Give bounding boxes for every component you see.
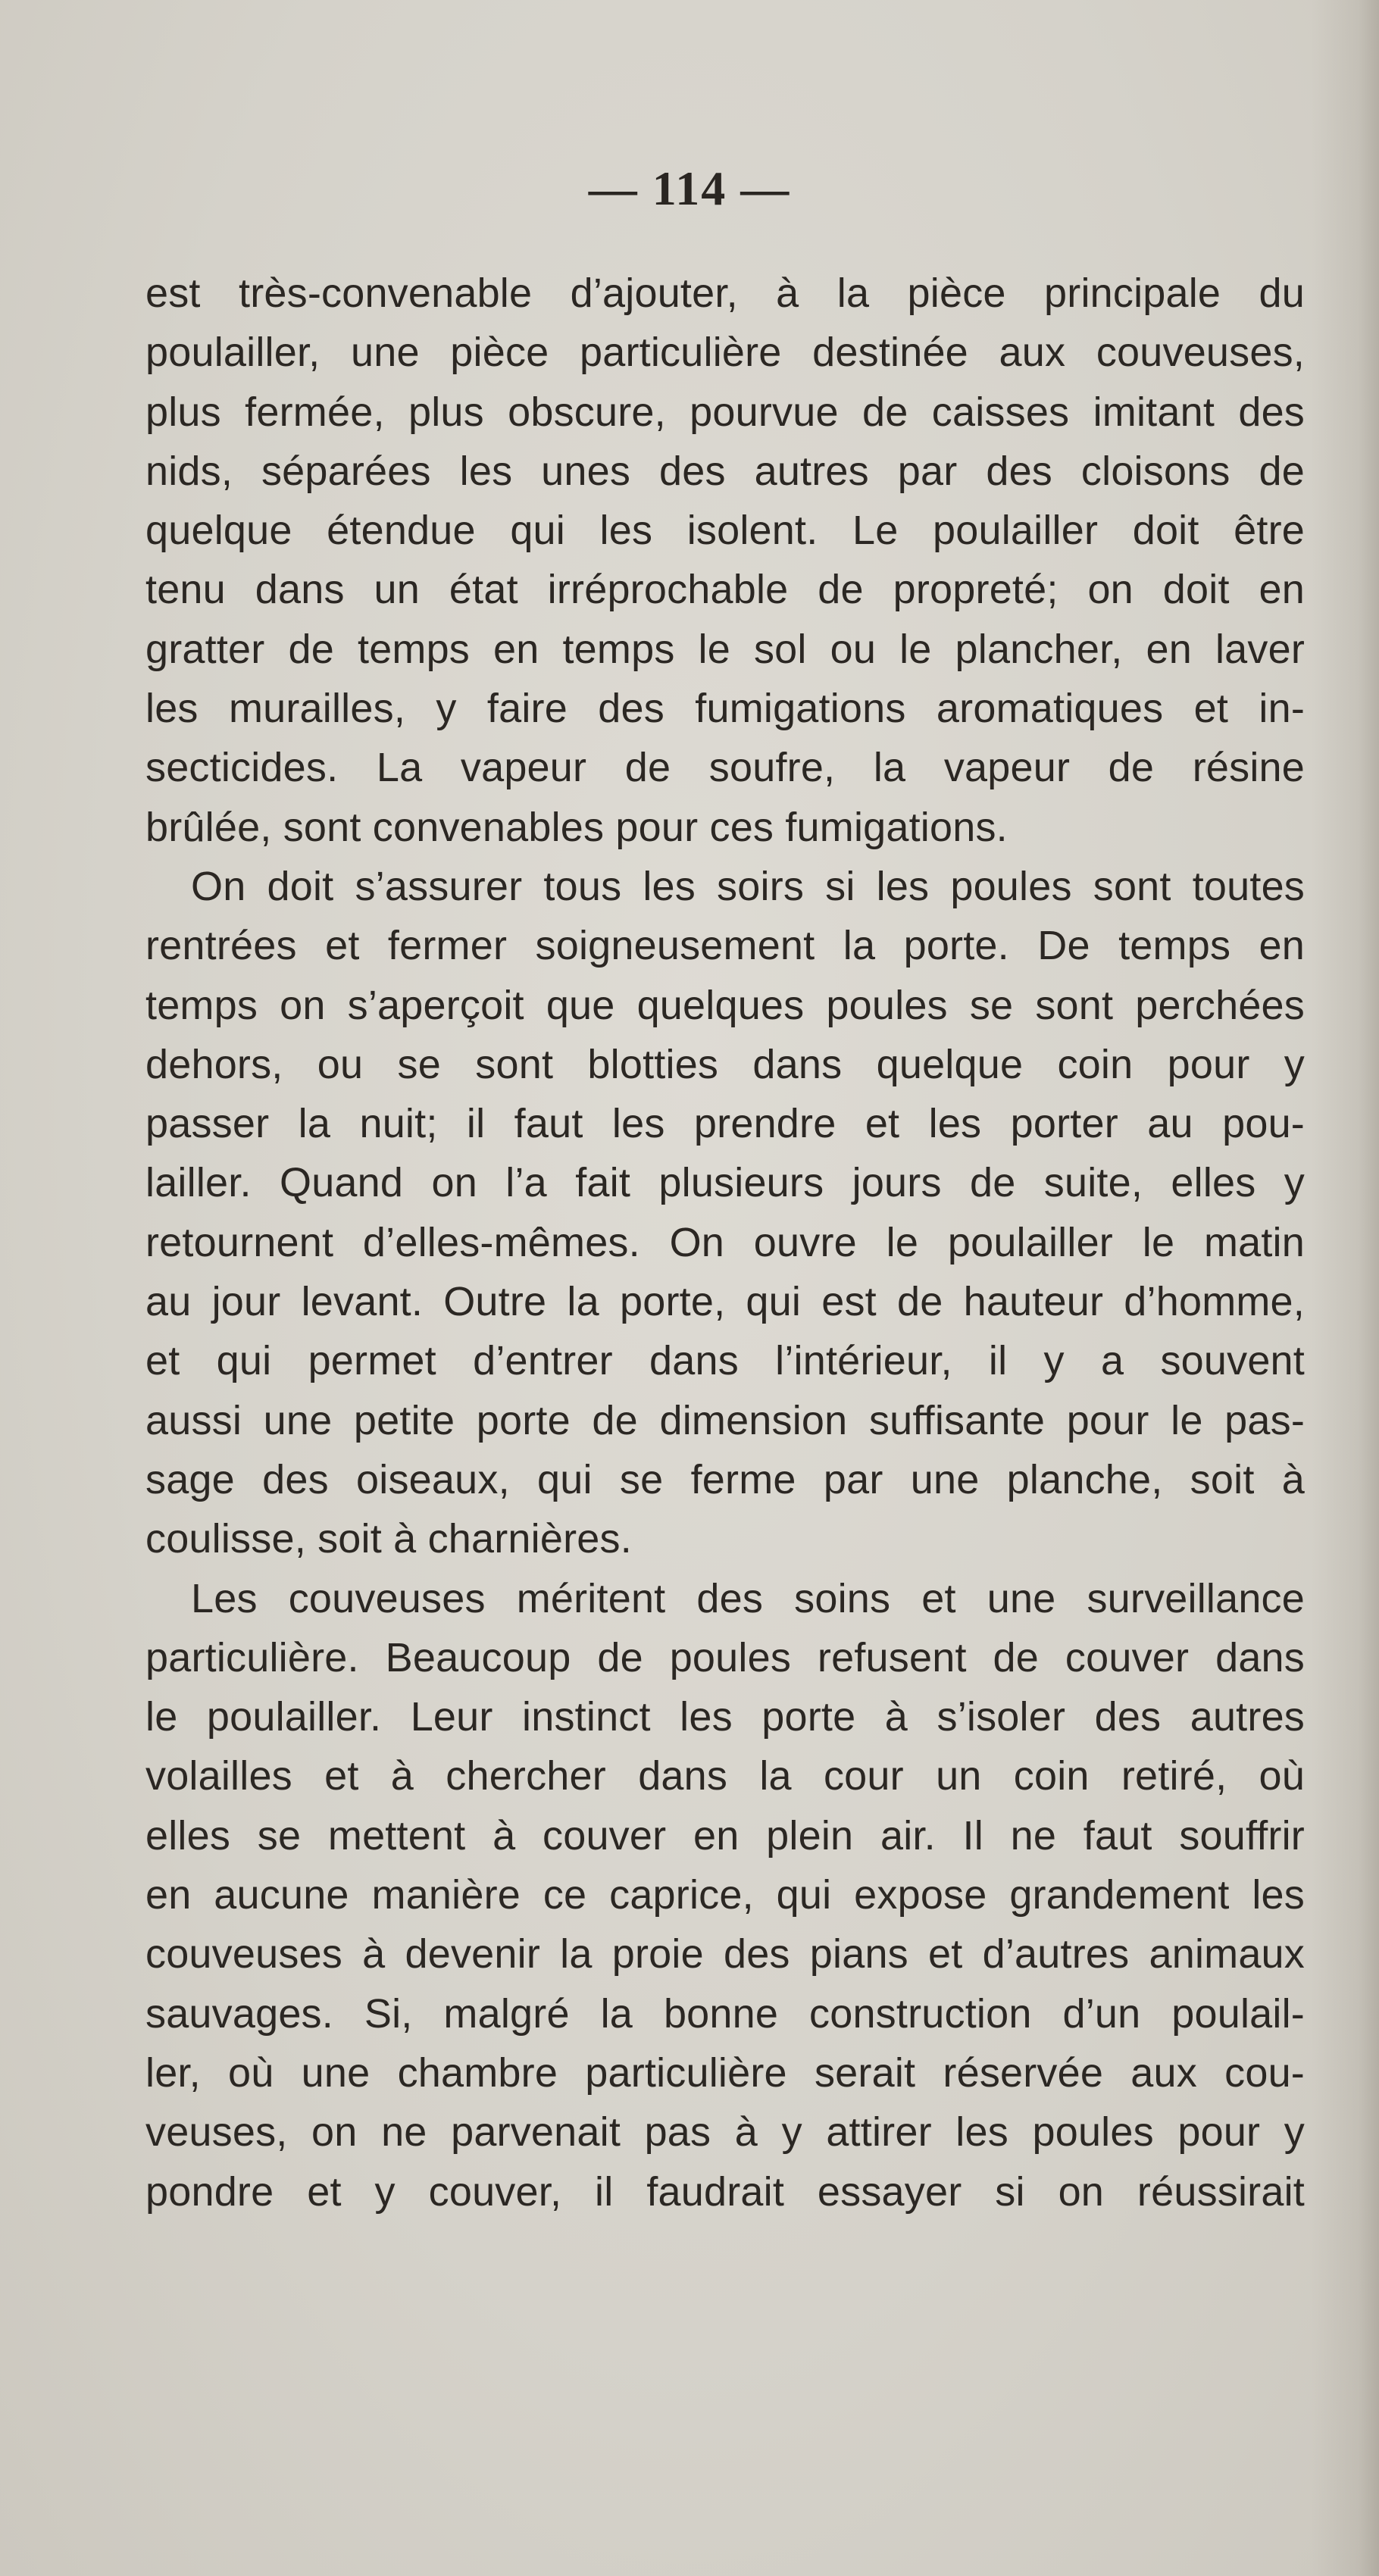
text-line: nids, séparées les unes des autres par des cloisons de — [145, 448, 1305, 494]
text-line: temps on s’aperçoit que quelques poules se sont perchées — [145, 982, 1305, 1028]
text-line: en aucune manière ce caprice, qui expose grandement les — [145, 1872, 1305, 1918]
text-line: quelque étendue qui les isolent. Le poulailler doit être — [145, 508, 1305, 554]
text-line: plus fermée, plus obscure, pourvue de caisses imitant des — [145, 389, 1305, 435]
text-line: coulisse, soit à charnières. — [145, 1516, 632, 1562]
body-text — [145, 264, 1305, 2221]
text-line: On doit s’assurer tous les soirs si les poules sont toutes — [191, 863, 1305, 909]
text-line: brûlée, sont convenables pour ces fumigations. — [145, 804, 1008, 850]
text-line: passer la nuit; il faut les prendre et les porter au pou- — [145, 1101, 1305, 1147]
text-line: ler, où une chambre particulière serait réservée aux cou- — [145, 2049, 1305, 2096]
text-line: couveuses à devenir la proie des pians et d’autres animaux — [145, 1931, 1305, 1977]
text-line: Les couveuses méritent des soins et une surveillance — [191, 1575, 1305, 1621]
paragraph-1 — [145, 264, 1305, 857]
text-line: rentrées et fermer soigneusement la porte. De temps en — [145, 923, 1305, 969]
text-line: lailler. Quand on l’a fait plusieurs jours de suite, elles y — [145, 1160, 1305, 1206]
text-line: gratter de temps en temps le sol ou le plancher, en laver — [145, 626, 1305, 672]
text-line: dehors, ou se sont blotties dans quelque coin pour y — [145, 1041, 1305, 1087]
text-line: retournent d’elles-mêmes. On ouvre le poulailler le matin — [145, 1219, 1305, 1265]
text-line: sage des oiseaux, qui se ferme par une planche, soit à — [145, 1456, 1305, 1502]
text-line: est très-convenable d’ajouter, à la pièce principale du — [145, 270, 1305, 316]
text-line: le poulailler. Leur instinct les porte à s’isoler des autres — [145, 1694, 1305, 1740]
page-number: — 114 — — [588, 161, 791, 215]
text-line: elles se mettent à couver en plein air. Il ne faut souffrir — [145, 1812, 1305, 1859]
text-line: tenu dans un état irréprochable de propreté; on doit en — [145, 567, 1305, 613]
text-line: pondre et y couver, il faudrait essayer si on réussirait — [145, 2168, 1305, 2215]
text-line: particulière. Beaucoup de poules refusent de couver dans — [145, 1634, 1305, 1680]
text-line: au jour levant. Outre la porte, qui est de hauteur d’homme, — [145, 1279, 1305, 1325]
text-line: et qui permet d’entrer dans l’intérieur, il y a souvent — [145, 1338, 1305, 1384]
paragraph-3 — [145, 1569, 1305, 2221]
text-line: volailles et à chercher dans la cour un coin retiré, où — [145, 1753, 1305, 1799]
text-line: veuses, on ne parvenait pas à y attirer les poules pour y — [145, 2109, 1305, 2156]
text-line: secticides. La vapeur de soufre, la vapeur de résine — [145, 745, 1305, 791]
text-line: aussi une petite porte de dimension suffisante pour le pas- — [145, 1397, 1305, 1443]
paragraph-2 — [145, 857, 1305, 1569]
text-line: les murailles, y faire des fumigations aromatiques et in- — [145, 686, 1305, 732]
text-line: poulailler, une pièce particulière destinée aux couveuses, — [145, 330, 1305, 376]
text-line: sauvages. Si, malgré la bonne construction d’un poulail- — [145, 1990, 1305, 2037]
